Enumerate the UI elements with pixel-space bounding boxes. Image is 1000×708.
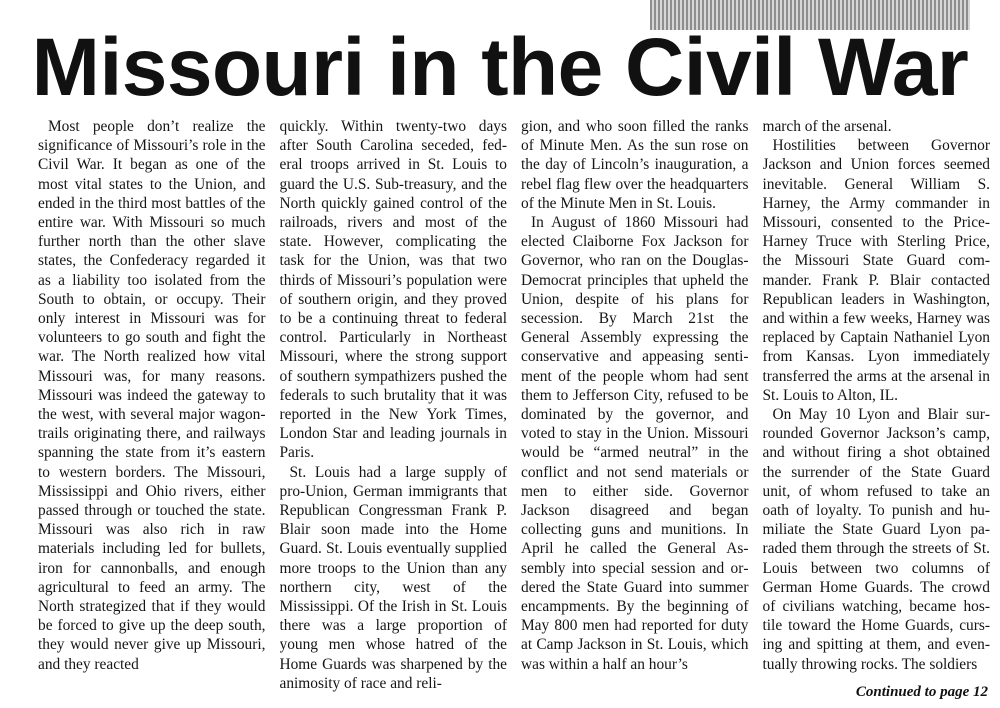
paragraph: Most people don’t realize the significance of Missouri’s role in the Civil War. It began as one of the most vital states to the Union, and ended in the third most battles of the entire war. With Missouri so much further north than the other slave states, the Confederacy regarded it as a liability too isolated from the South to obtain, or occupy. Their only interest in Missouri was for volunteers to go south and fight the war. The North realized how vital Missouri was, for many reasons. Missouri was indeed the gateway to the west, with several major wagon-trails originating there, and railways spanning the state from it’s eastern to western borders. The Missouri, Mississippi and Ohio rivers, either passed through or touched the state. Missouri was also rich in raw materials including led for bullets, iron for cannonballs, and enough agricultural to feed an army. The North strategized that if they would be forced to give up the deep south, they would never give up Missouri, and they reacted — [38, 118, 266, 673]
continued-jump-line[interactable]: Continued to page 12 — [855, 684, 988, 700]
article-column-1 — [38, 117, 266, 692]
article-column-2 — [280, 117, 508, 692]
paragraph: quickly. Within twenty-two days after South Carolina seceded, federal troops arrived in St. Louis to guard the U.S. Sub-treasury, and the North quickly gained control of the railroads, rivers and most of the state. However, complicating the task for the Union, was that two thirds of Missouri’s population were of southern origin, and they proved to be a continuing threat to federal control. Particularly in Northeast Missouri, where the strong support of southern sympathizers pushed the federals to such brutality that it was reported in the New York Times, London Star and leading journals in Paris. — [279, 118, 507, 462]
paragraph: St. Louis had a large supply of pro-Union, German immigrants that Republican Congressman Frank P. Blair soon made into the Home Guard. St. Louis eventually supplied more troops to the Union than any northern city, west of the Mississippi. Of the Irish in St. Louis there was a large proportion of young men whose hatred of the Home Guards was sharpened by the animosity of race and reli- — [279, 463, 507, 692]
article-column-4 — [763, 117, 991, 692]
paragraph: Hostilities between Governor Jackson and Union forces seemed inevitable. General William S. Harney, the Army commander in Missouri, consented to the Price-Harney Truce with Sterling Price, the Missouri State Guard commander. Frank P. Blair contacted Republican leaders in Washington, and within a few weeks, Harney was replaced by Captain Nathaniel Lyon from Kansas. Lyon immediately transferred the arms at the arsenal in St. Louis to Alton, IL. — [762, 137, 990, 404]
headline: Missouri in the Civil War — [31, 22, 969, 113]
paragraph: On May 10 Lyon and Blair surrounded Governor Jackson’s camp, and without firing a shot obtained the surrender of the State Guard unit, of whom refused to take an oath of loyalty. To punish and humiliate the State Guard Lyon paraded them through the streets of St. Louis between two columns of German Home Guards. The crowd of civilians watching, became hostile toward the Home Guards, cursing and spitting at them, and eventually throwing rocks. The soldiers — [762, 406, 990, 673]
paragraph: gion, and who soon filled the ranks of Minute Men. As the sun rose on the day of Lincoln’s inauguration, a rebel flag flew over the headquarters of the Minute Men in St. Louis. — [521, 118, 749, 212]
paragraph: In August of 1860 Missouri had elected Claiborne Fox Jackson for Governor, who ran on the Douglas-Democrat principles that upheld the Union, despite of his plans for secession. By March 21st the General Assembly expressing the conservative and appeasing sentiment of the people whom had sent them to Jefferson City, refused to be dominated by the governor, and voted to stay in the Union. Missouri would be “armed neutral” in the conflict and not send materials or men to either side. Governor Jackson disagreed and began collecting guns and munitions. In April he called the General Assembly into special session and ordered the State Guard into summer encampments. By the beginning of May 800 men had reported for duty at Camp Jackson in St. Louis, which was within a half an hour’s — [521, 214, 749, 673]
paragraph: march of the arsenal. — [762, 118, 892, 135]
article-column-3 — [521, 117, 749, 692]
article-body — [38, 117, 990, 692]
